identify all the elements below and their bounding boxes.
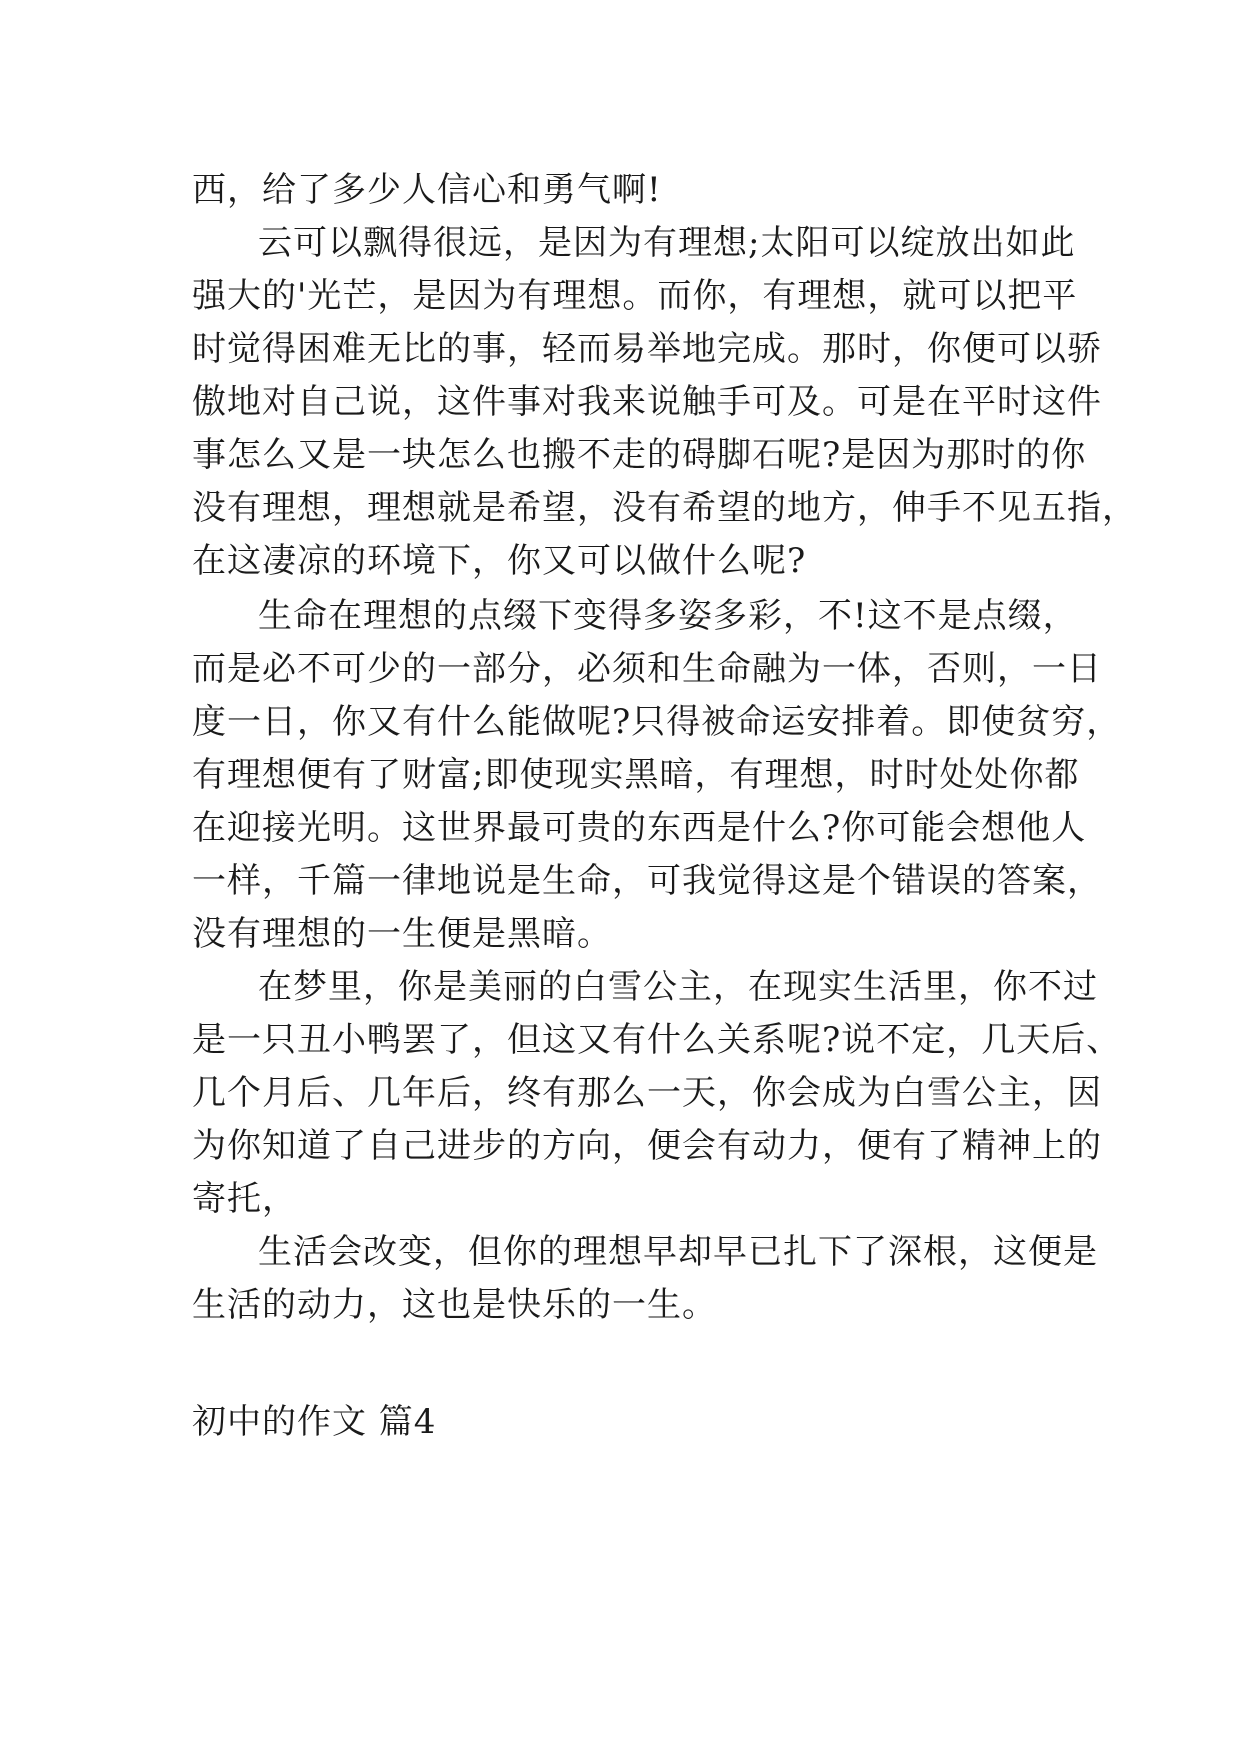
text-line: 没有理想，理想就是希望，没有希望的地方，伸手不见五指，	[192, 488, 1137, 528]
paragraph-start-line: 生命在理想的点缀下变得多姿多彩，不!这不是点缀，	[258, 596, 1078, 636]
text-line: 是一只丑小鸭罢了，但这又有什么关系呢?说不定，几天后、	[192, 1020, 1122, 1060]
text-line: 为你知道了自己进步的方向，便会有动力，便有了精神上的	[192, 1126, 1102, 1166]
text-line: 西，给了多少人信心和勇气啊!	[192, 170, 662, 210]
text-line: 事怎么又是一块怎么也搬不走的碍脚石呢?是因为那时的你	[192, 435, 1087, 475]
paragraph-start-line: 在梦里，你是美丽的白雪公主，在现实生活里，你不过	[258, 967, 1098, 1007]
text-line: 几个月后、几年后，终有那么一天，你会成为白雪公主，因	[192, 1073, 1102, 1113]
text-line: 有理想便有了财富;即使现实黑暗，有理想，时时处处你都	[192, 755, 1080, 795]
text-line: 而是必不可少的一部分，必须和生命融为一体，否则，一日	[192, 649, 1102, 689]
paragraph-start-line: 云可以飘得很远，是因为有理想;太阳可以绽放出如此	[258, 223, 1076, 263]
text-line: 在迎接光明。这世界最可贵的东西是什么?你可能会想他人	[192, 808, 1087, 848]
text-line: 时觉得困难无比的事，轻而易举地完成。那时，你便可以骄	[192, 329, 1102, 369]
section-heading: 初中的作文 篇4	[192, 1402, 437, 1442]
text-line: 一样，千篇一律地说是生命，可我觉得这是个错误的答案，	[192, 861, 1102, 901]
text-line: 没有理想的一生便是黑暗。	[192, 914, 612, 954]
text-line: 在这凄凉的环境下，你又可以做什么呢?	[192, 541, 807, 581]
text-line: 寄托，	[192, 1179, 297, 1219]
paragraph-start-line: 生活会改变，但你的理想早却早已扎下了深根，这便是	[258, 1232, 1098, 1272]
text-line: 度一日，你又有什么能做呢?只得被命运安排着。即使贫穷，	[192, 702, 1122, 742]
text-line: 强大的'光芒，是因为有理想。而你，有理想，就可以把平	[192, 276, 1078, 316]
text-line: 傲地对自己说，这件事对我来说触手可及。可是在平时这件	[192, 382, 1102, 422]
text-line: 生活的动力，这也是快乐的一生。	[192, 1285, 717, 1325]
